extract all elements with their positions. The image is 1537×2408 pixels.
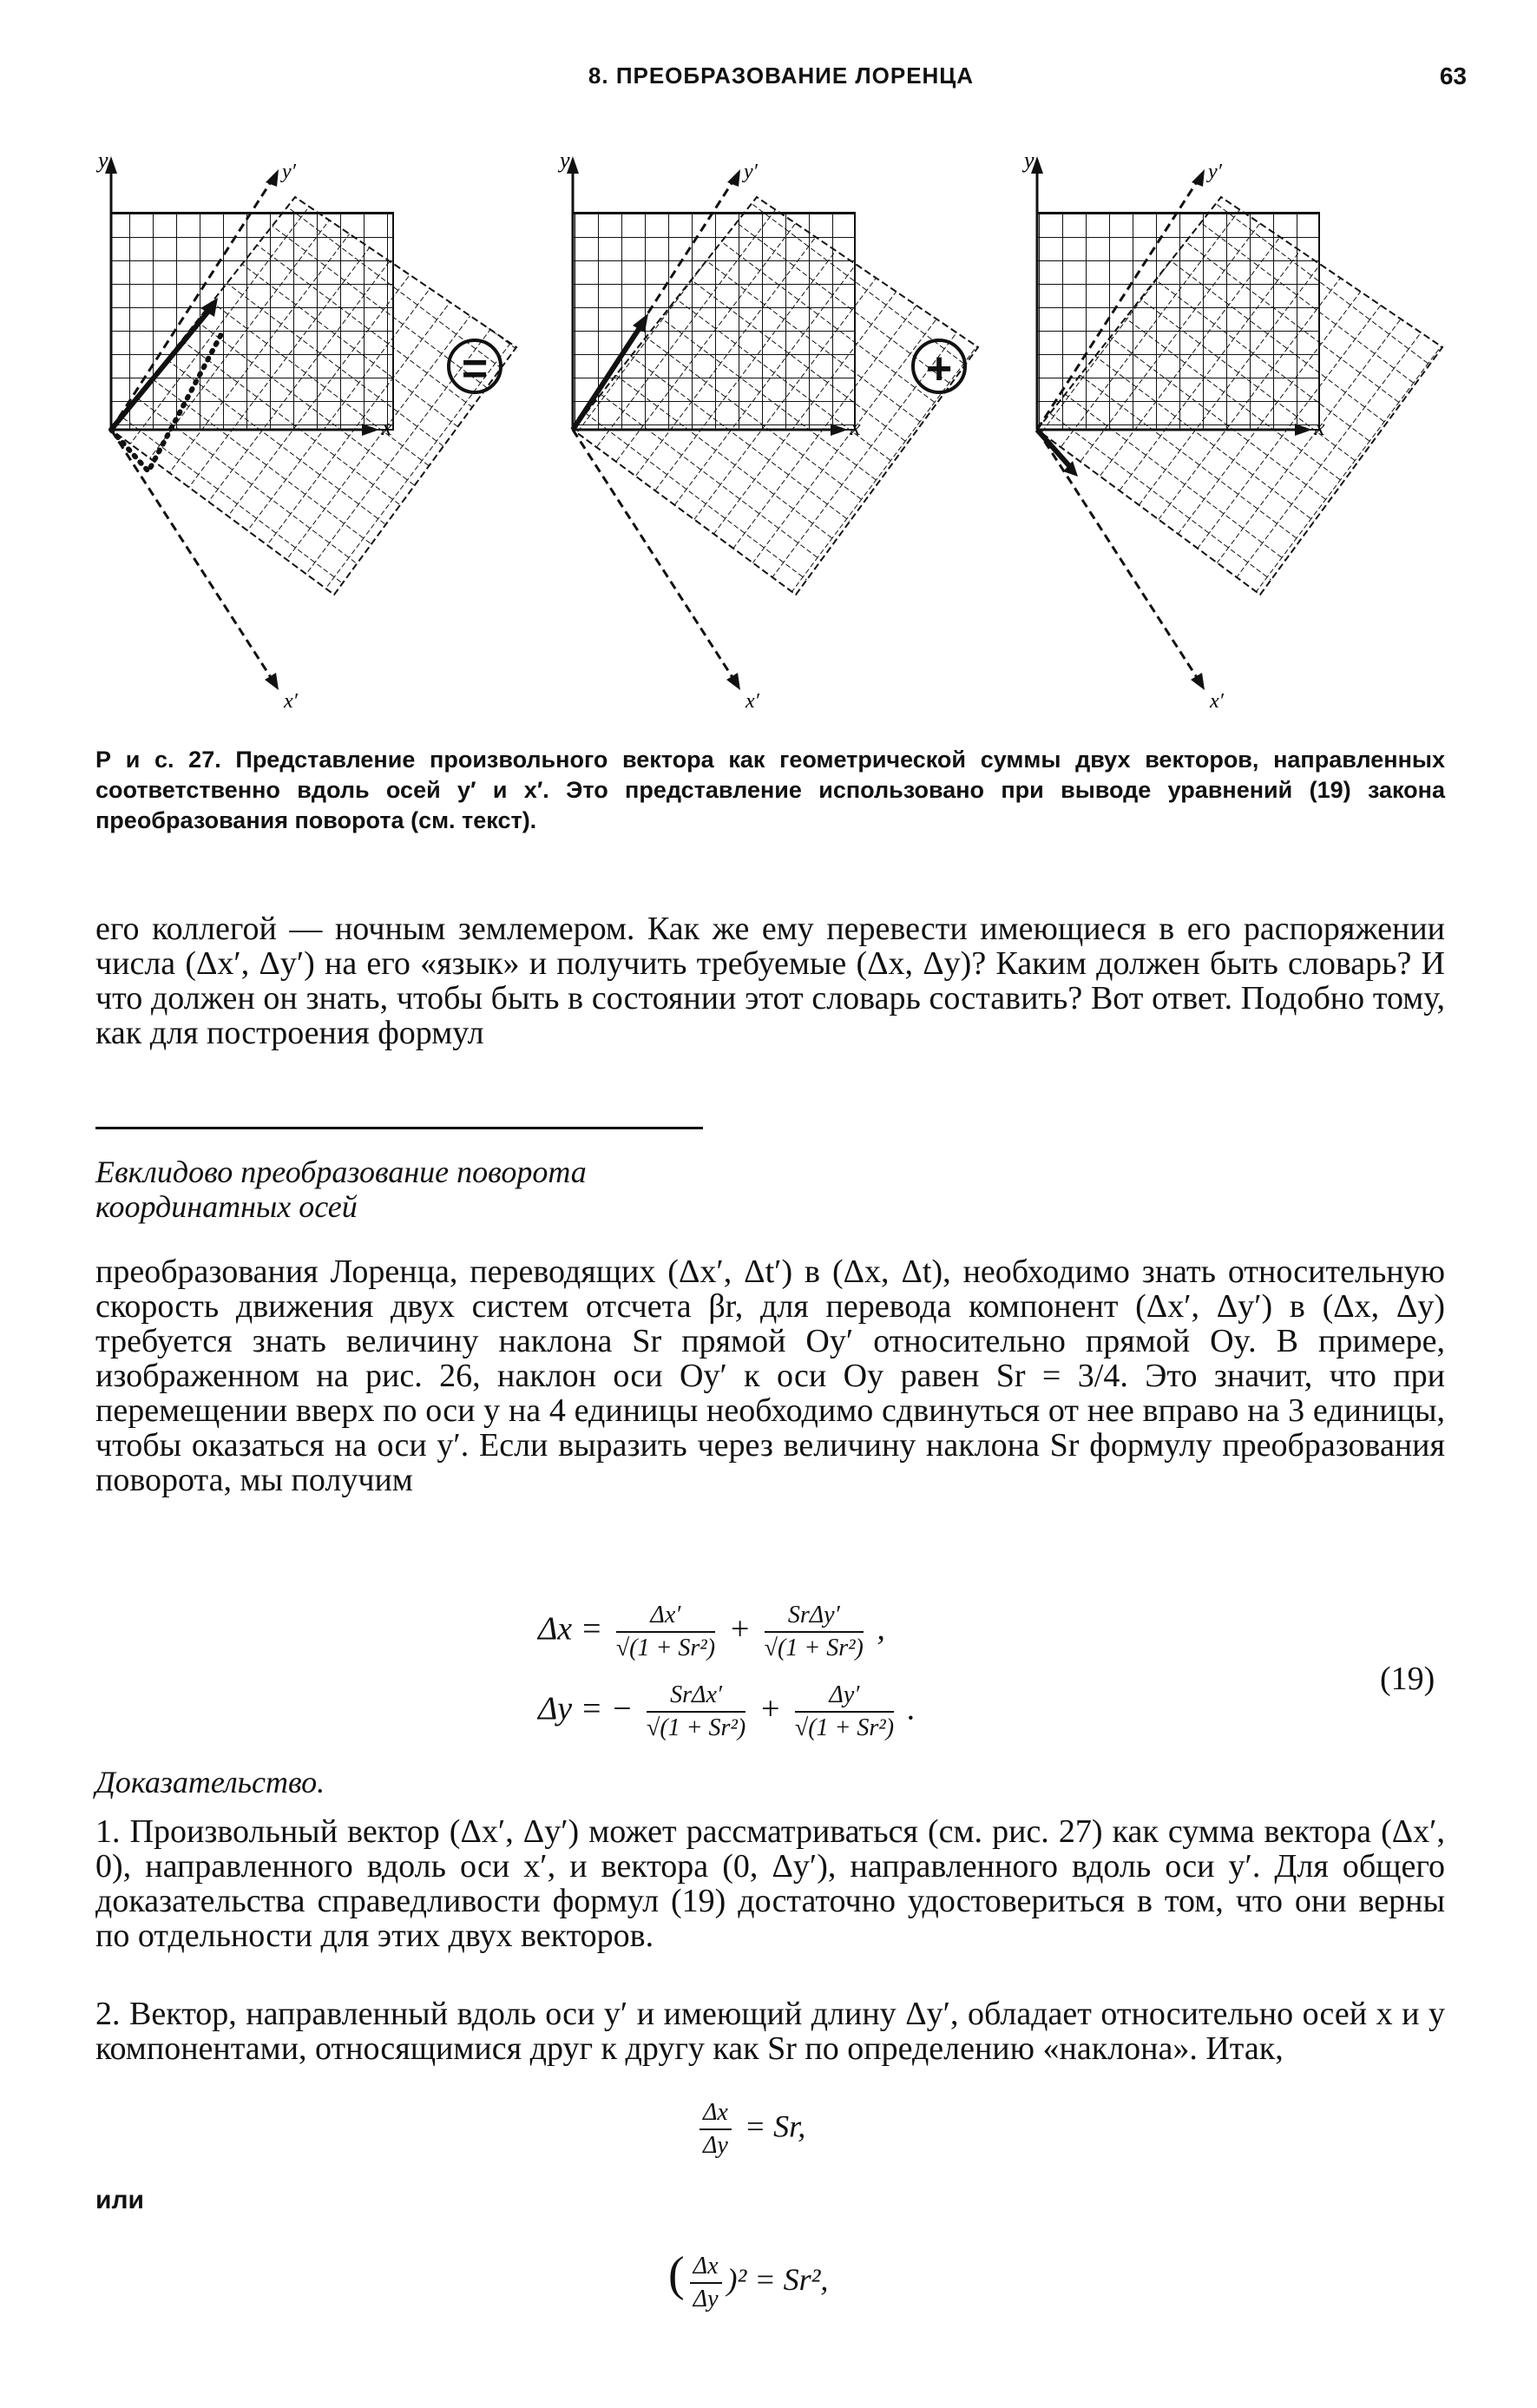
eq1-op: + [728, 1610, 752, 1648]
eq2-f2-num: Δy′ [795, 1681, 894, 1713]
proof-label: Доказательство. [95, 1765, 325, 1799]
figure-panel-right-svg [1015, 143, 1475, 742]
label-y-prime: y′ [282, 161, 296, 183]
proof-item-1: 1. Произвольный вектор (Δx′, Δy′) может рассматриваться (см. рис. 27) как сумма вектора (Δx′, 0), направленного вдоль оси x′, и вектора (0, Δy′), направленного вдоль оси y′. Для общего доказательства справедливости формул (19) достаточно удостовериться в том, что они верны по отдельности для этих двух векторов. [95, 1813, 1445, 1954]
eq2-op: + [759, 1690, 782, 1727]
label-x: x [1315, 415, 1325, 440]
slope-rhs: = Sr, [744, 2109, 806, 2144]
slope-formula [694, 2099, 805, 2160]
equation-line-1 [538, 1602, 885, 1662]
figure-27 [82, 143, 1480, 742]
equation-19 [538, 1602, 1059, 1758]
paragraph-2: преобразования Лоренца, переводящих (Δx′, Δt′) в (Δx, Δt), необходимо знать относительную скорость движения двух систем отсчета βr, для перевода компонент (Δx′, Δy′) в (Δx, Δy) требуется знать величину наклона Sr прямой Oy′ относительно прямой Oy. В примере, изображенном на рис. 26, наклон оси Oy′ к оси Oy равен Sr = 3/4. Это значит, что при перемещении вверх по оси y на 4 единицы необходимо сдвинуться от нее вправо на 3 единицы, чтобы оказаться на оси y′. Если выразить через величину наклона Sr формулу преобразования поворота, мы получим [95, 1253, 1445, 1498]
label-x-prime: x′ [284, 690, 298, 713]
x-prime-arrow-icon [1191, 673, 1205, 690]
equation-line-2 [538, 1681, 916, 1742]
label-y: y [98, 148, 108, 173]
figure-panel-left-svg [82, 143, 542, 742]
figure-panel-middle [551, 143, 1011, 742]
label-y-prime: y′ [1208, 161, 1222, 183]
figure-panel-right [1015, 143, 1475, 742]
label-y: y [560, 148, 570, 173]
label-x: x [851, 415, 861, 440]
eq1-fraction-2 [765, 1602, 864, 1662]
label-y: y [1024, 148, 1035, 173]
figure-panel-left [82, 143, 542, 742]
figure-panel-middle-svg [551, 143, 1011, 742]
eq1-f2-num: SrΔy′ [765, 1602, 864, 1633]
x-prime-arrow-icon [265, 673, 279, 690]
y-prime-arrow-icon [266, 169, 279, 187]
sidebar-heading-line-1: Евклидово преобразование поворота [95, 1155, 587, 1189]
sidebar-heading [95, 1155, 755, 1224]
eq1-f1-den: √(1 + Sr²) [615, 1635, 716, 1661]
open-paren: ( [668, 2247, 685, 2301]
y-prime-arrow-icon [1192, 169, 1205, 187]
slope-squared-formula [668, 2247, 828, 2313]
figure-caption: Р и с. 27. Представление произвольного вектора как геометрической суммы двух векторов, направленных соответственно вдоль осей y′ и x′. Это представление использовано при выводе уравнений (19) закона преобразования поворота (см. текст). [95, 747, 1445, 833]
eq2-lhs: Δy = − [538, 1690, 634, 1727]
slope-num: Δx [700, 2099, 732, 2130]
y-prime-arrow-icon [727, 169, 740, 187]
plus-symbol: + [911, 339, 967, 394]
running-title: 8. ПРЕОБРАЗОВАНИЕ ЛОРЕНЦА [588, 63, 975, 89]
eq2-f1-den: √(1 + Sr²) [646, 1714, 746, 1741]
slope-squared-rhs: )² = Sr², [726, 2262, 829, 2297]
eq2-fraction-2 [795, 1681, 894, 1742]
page-number: 63 [1439, 63, 1467, 89]
equation-number: (19) [1380, 1661, 1435, 1697]
eq2-fraction-1 [647, 1681, 746, 1742]
slope-squared-num: Δx [690, 2253, 722, 2284]
label-x-prime: x′ [1210, 690, 1224, 713]
section-rule [95, 1127, 703, 1129]
label-x-prime: x′ [746, 690, 759, 713]
equals-symbol: = [447, 339, 502, 394]
eq2-f2-den: √(1 + Sr²) [794, 1714, 895, 1741]
slope-squared-fraction [690, 2253, 722, 2313]
label-x: x [382, 415, 392, 440]
page-header [95, 63, 1467, 106]
eq1-f1-num: Δx′ [616, 1602, 715, 1633]
proof-item-2: 2. Вектор, направленный вдоль оси y′ и имеющий длину Δy′, обладает относительно осей x и y компонентами, относящимися друг к другу как Sr по определению «наклона». Итак, [95, 1996, 1445, 2067]
eq2-end: . [907, 1690, 916, 1727]
eq1-lhs: Δx = [538, 1610, 603, 1648]
slope-fraction [700, 2099, 732, 2160]
slope-den: Δy [703, 2132, 728, 2159]
eq2-f1-num: SrΔx′ [647, 1681, 746, 1713]
eq1-f2-den: √(1 + Sr²) [764, 1635, 864, 1661]
slope-squared-den: Δy [693, 2285, 719, 2313]
word-or: или [95, 2186, 144, 2214]
paragraph-1: его коллегой — ночным землемером. Как же ему перевести имеющиеся в его распоряжении числа (Δx′, Δy′) на его «язык» и получить требуемые (Δx, Δy)? Каким должен быть словарь? И что должен он знать, чтобы быть в состоянии этот словарь составить? Вот ответ. Подобно тому, как для построения формул [95, 911, 1445, 1051]
sidebar-heading-line-2: координатных осей [95, 1189, 358, 1224]
label-y-prime: y′ [744, 161, 758, 183]
eq1-end: , [877, 1610, 885, 1648]
eq1-fraction-1 [616, 1602, 715, 1662]
x-prime-arrow-icon [726, 673, 740, 690]
